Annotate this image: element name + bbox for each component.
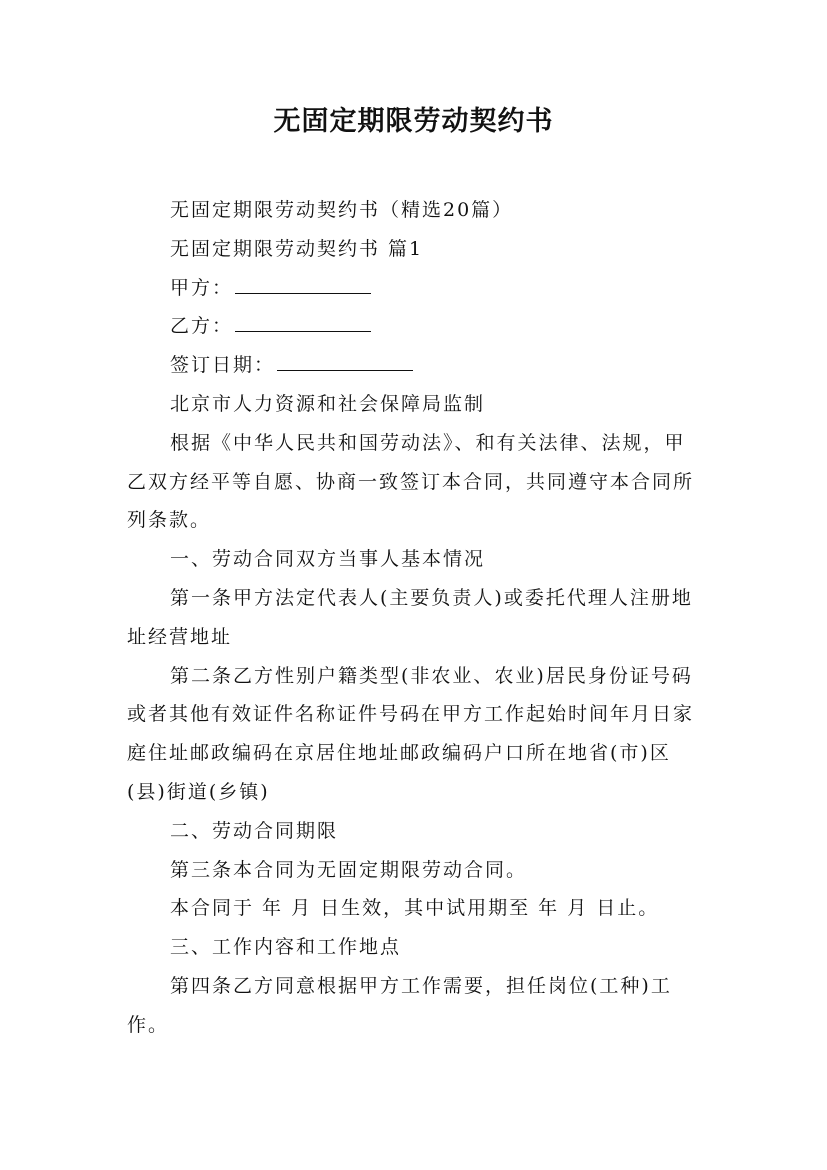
document-body: [127, 191, 727, 1045]
paragraph-supervisor: 北京市人力资源和社会保障局监制: [170, 392, 486, 415]
article-1: 第一条甲方法定代表人(主要负责人)或委托代理人注册地址经营地址: [127, 586, 693, 648]
party-b-blank-line: [235, 311, 371, 332]
party-a-label: 甲方：: [170, 276, 234, 299]
party-a-field: [127, 269, 727, 308]
paragraph-preamble: 根据《中华人民共和国劳动法》、和有关法律、法规，甲乙双方经平等自愿、协商一致签订本合同，共同遵守本合同所列条款。: [127, 431, 695, 532]
article-2: 第二条乙方性别户籍类型(非农业、农业)居民身份证号码或者其他有效证件名称证件号码在甲方工作起始时间年月日家庭住址邮政编码在京居住地址邮政编码户口所在地省(市)区(县)街道(乡镇): [127, 664, 695, 803]
paragraph-part-heading: 无固定期限劳动契约书 篇1: [170, 237, 424, 260]
article-3: 第三条本合同为无固定期限劳动合同。: [170, 858, 528, 881]
party-b-field: [127, 307, 727, 346]
sign-date-blank-line: [277, 350, 413, 371]
paragraph-subtitle: 无固定期限劳动契约书（精选20篇）: [170, 199, 514, 221]
sign-date-label: 签订日期：: [170, 354, 276, 377]
party-a-blank-line: [235, 273, 371, 294]
sign-date-field: [127, 346, 727, 385]
document-title: 无固定期限劳动契约书: [273, 106, 554, 137]
party-b-label: 乙方：: [170, 315, 234, 338]
section-heading-2: 二、劳动合同期限: [170, 819, 339, 842]
section-heading-1: 一、劳动合同双方当事人基本情况: [170, 548, 486, 571]
paragraph-effective-date: 本合同于 年 月 日生效，其中试用期至 年 月 日止。: [170, 897, 660, 920]
article-4: 第四条乙方同意根据甲方工作需要，担任岗位(工种)工作。: [127, 974, 672, 1036]
section-heading-3: 三、工作内容和工作地点: [170, 936, 402, 959]
